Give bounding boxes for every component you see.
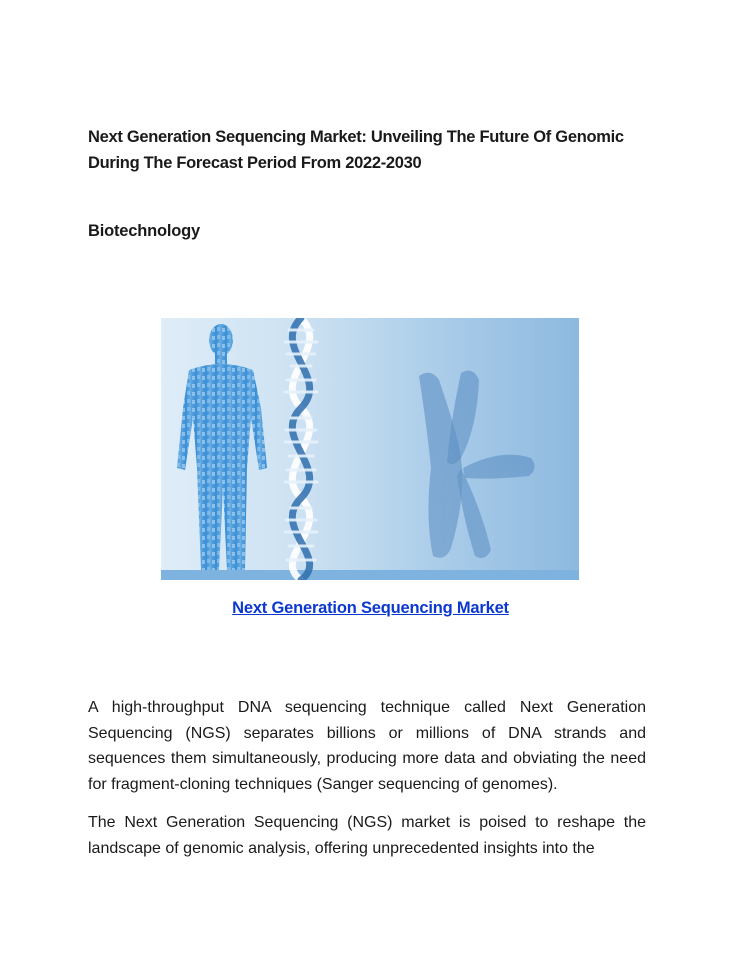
figure-caption-link[interactable]: Next Generation Sequencing Market <box>232 599 509 617</box>
paragraph-ngs-market: The Next Generation Sequencing (NGS) market is poised to reshape the landscape of genomic analysis, offering unprecedented insights into the <box>88 814 646 857</box>
dna-human-figure-image <box>161 318 579 580</box>
paragraph-ngs-definition: A high-throughput DNA sequencing technique called Next Generation Sequencing (NGS) separates billions or millions of DNA strands and sequences them simultaneously, producing more data and obviating the need for fragment-cloning techniques (Sanger sequencing of genomes). <box>88 699 646 793</box>
document-title: Next Generation Sequencing Market: Unveiling The Future Of Genomic During The Forecast Period From 2022-2030 <box>88 128 624 172</box>
category-label: Biotechnology <box>88 222 200 240</box>
